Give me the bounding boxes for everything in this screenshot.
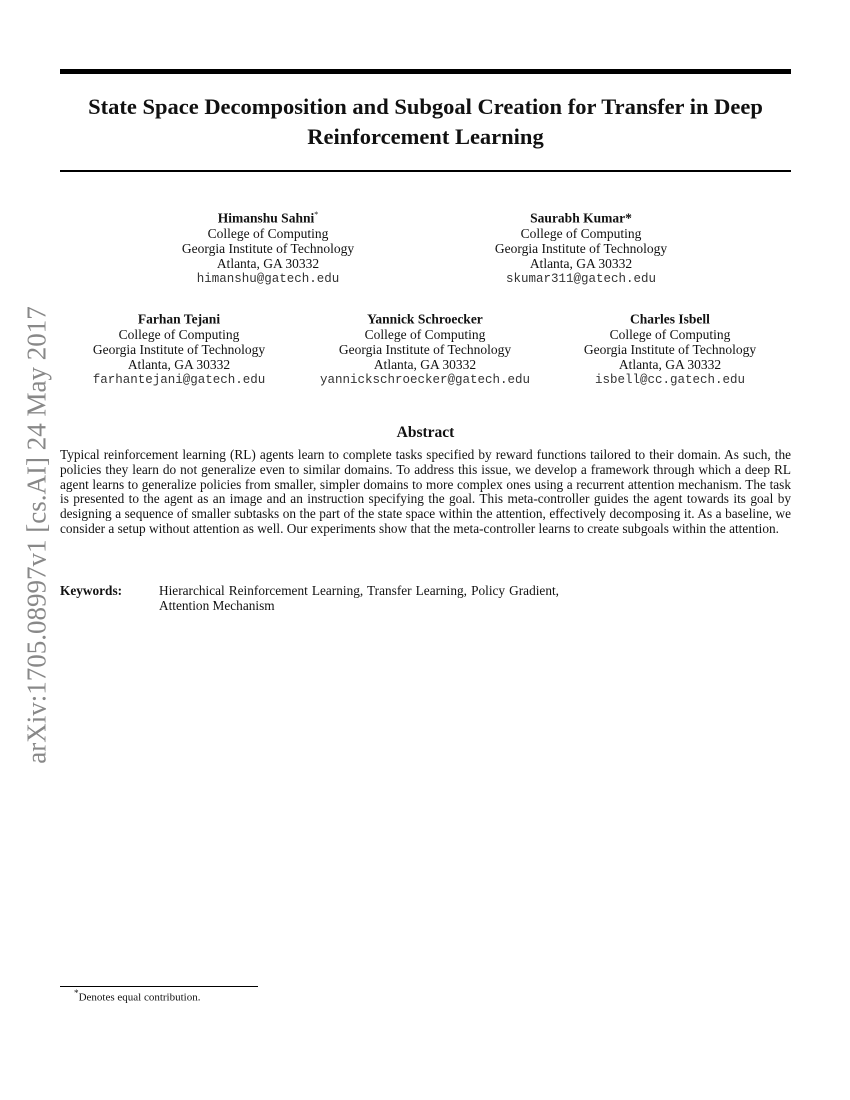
abstract-heading: Abstract <box>396 424 455 441</box>
author-name: Charles Isbell <box>630 311 710 327</box>
abstract-body: Typical reinforcement learning (RL) agents learn to complete tasks specified by reward functions tailored to their domain. As such, the policies they learn do not generalize even to similar domains. To address this issue, we develop a framework through which a deep RL agent learns to generalize policies from smaller, simpler domains to more complex ones using a recurrent attention mechanism. The task is presented to the agent as an image and an instruction specifying the goal. This meta-controller guides the agent towards its goal by designing a sequence of smaller subtasks on the part of the state space within the attention, effectively decomposing it. As a baseline, we consider a setup without attention as well. Our experiments show that the meta-controller learns to create subgoals within the attention. <box>60 447 791 536</box>
author-address: Atlanta, GA 30332 <box>373 357 477 373</box>
author-name: Himanshu Sahni* <box>217 210 319 226</box>
author-block <box>138 207 398 287</box>
author-name: Farhan Tejani <box>137 311 221 327</box>
author-address: Atlanta, GA 30332 <box>618 357 722 373</box>
author-email[interactable]: skumar311@gatech.edu <box>505 271 657 286</box>
author-institution: Georgia Institute of Technology <box>92 342 266 358</box>
author-institution: Georgia Institute of Technology <box>338 342 512 358</box>
author-address: Atlanta, GA 30332 <box>127 357 231 373</box>
footnote <box>74 988 200 1004</box>
author-block <box>451 207 711 287</box>
author-email[interactable]: himanshu@gatech.edu <box>196 271 340 286</box>
author-dept: College of Computing <box>609 326 731 342</box>
author-email[interactable]: isbell@cc.gatech.edu <box>594 372 746 387</box>
author-block <box>295 308 555 388</box>
author-dept: College of Computing <box>207 225 329 241</box>
author-name: Yannick Schroecker <box>367 311 483 327</box>
author-block <box>540 308 800 388</box>
author-dept: College of Computing <box>520 225 642 241</box>
footnote-text: Denotes equal contribution. <box>78 991 201 1004</box>
author-institution: Georgia Institute of Technology <box>583 342 757 358</box>
author-address: Atlanta, GA 30332 <box>216 256 320 272</box>
author-email[interactable]: farhantejani@gatech.edu <box>92 372 266 387</box>
author-institution: Georgia Institute of Technology <box>181 241 355 257</box>
author-block <box>49 308 309 388</box>
author-dept: College of Computing <box>118 326 240 342</box>
top-rule <box>60 69 791 74</box>
keywords-value: Hierarchical Reinforcement Learning, Transfer Learning, Policy Gradient, Attention Mechanism <box>159 583 559 613</box>
author-dept: College of Computing <box>364 326 486 342</box>
arxiv-identifier: arXiv:1705.08997v1 [cs.AI] 24 May 2017 <box>21 306 52 764</box>
footnote-mark: * <box>74 988 79 998</box>
footnote-rule <box>60 986 258 987</box>
title-rule <box>60 170 791 172</box>
author-name: Saurabh Kumar* <box>530 210 632 226</box>
author-email[interactable]: yannickschroecker@gatech.edu <box>319 372 531 387</box>
paper-title: State Space Decomposition and Subgoal Creation for Transfer in Deep Reinforcement Learning <box>88 94 763 149</box>
keywords-label: Keywords: <box>60 583 123 598</box>
author-address: Atlanta, GA 30332 <box>529 256 633 272</box>
author-institution: Georgia Institute of Technology <box>494 241 668 257</box>
